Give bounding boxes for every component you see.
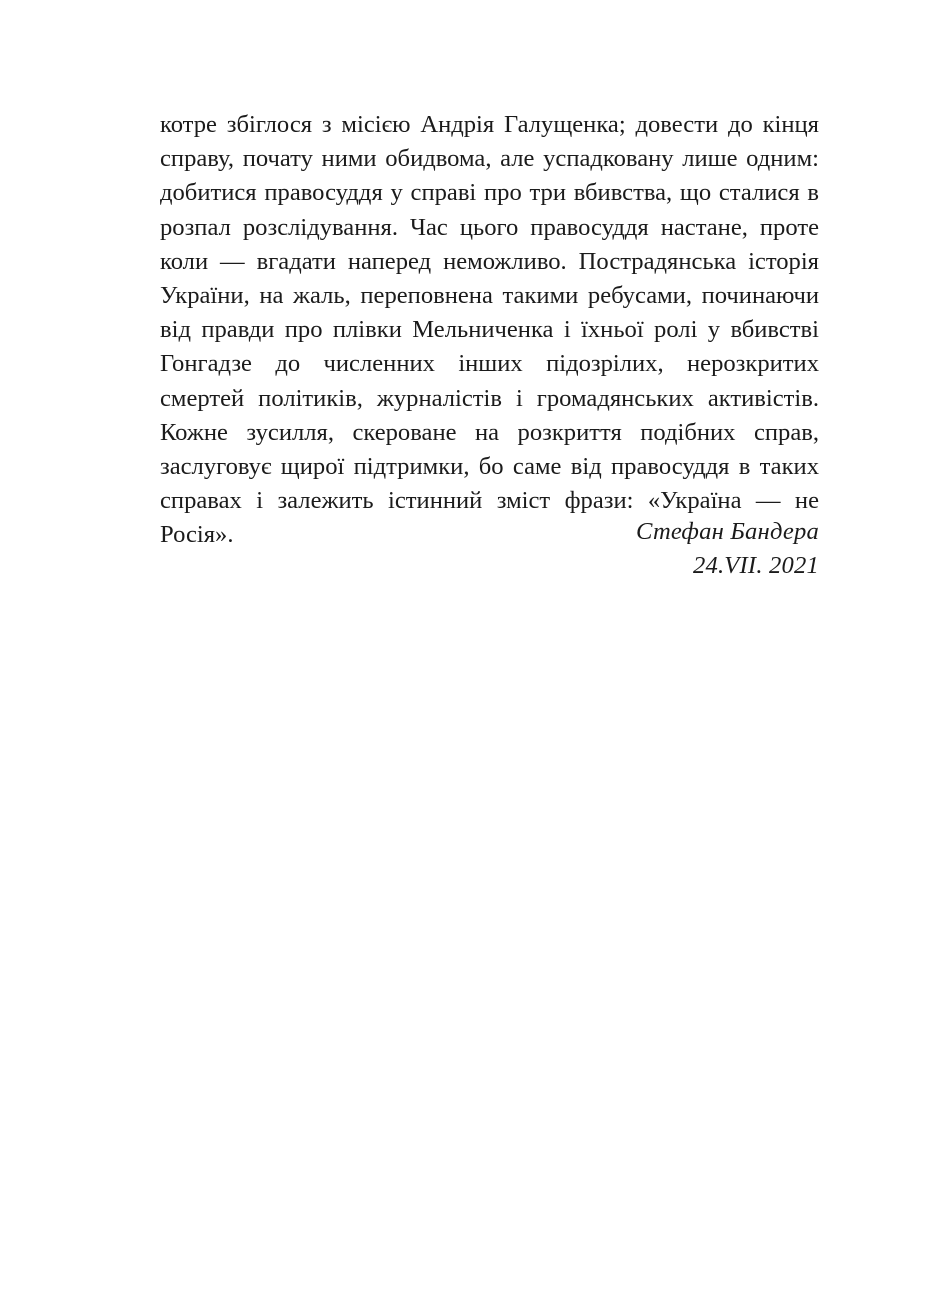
- signature-author-name: Стефан Бандера: [636, 518, 819, 545]
- body-paragraph: котре збіглося з місією Андрія Галущенка; довести до кінця справу, почату ними обидвома, але успадковану лише одним: добитися правосуддя у справі про три вбивства, що сталися в розпал розслідування. Час цього правосуддя настане, проте коли — вгадати наперед неможливо. Пострадянська історія України, на жаль, переповнена такими ребусами, починаючи від правди про плівки Мельниченка і їхньої ролі у вбивстві Гонгадзе до численних інших підозрілих, нерозкритих смертей політиків, журналістів і громадянських активістів. Кожне зусилля, скероване на розкриття подібних справ, заслуговує щирої підтримки, бо саме від правосуддя в таких справах і залежить істинний зміст фрази: «Україна — не Росія».: [160, 111, 819, 549]
- signature-date: 24.VII. 2021: [692, 552, 819, 580]
- body-text-block: [160, 108, 819, 553]
- signature-block: [160, 515, 819, 583]
